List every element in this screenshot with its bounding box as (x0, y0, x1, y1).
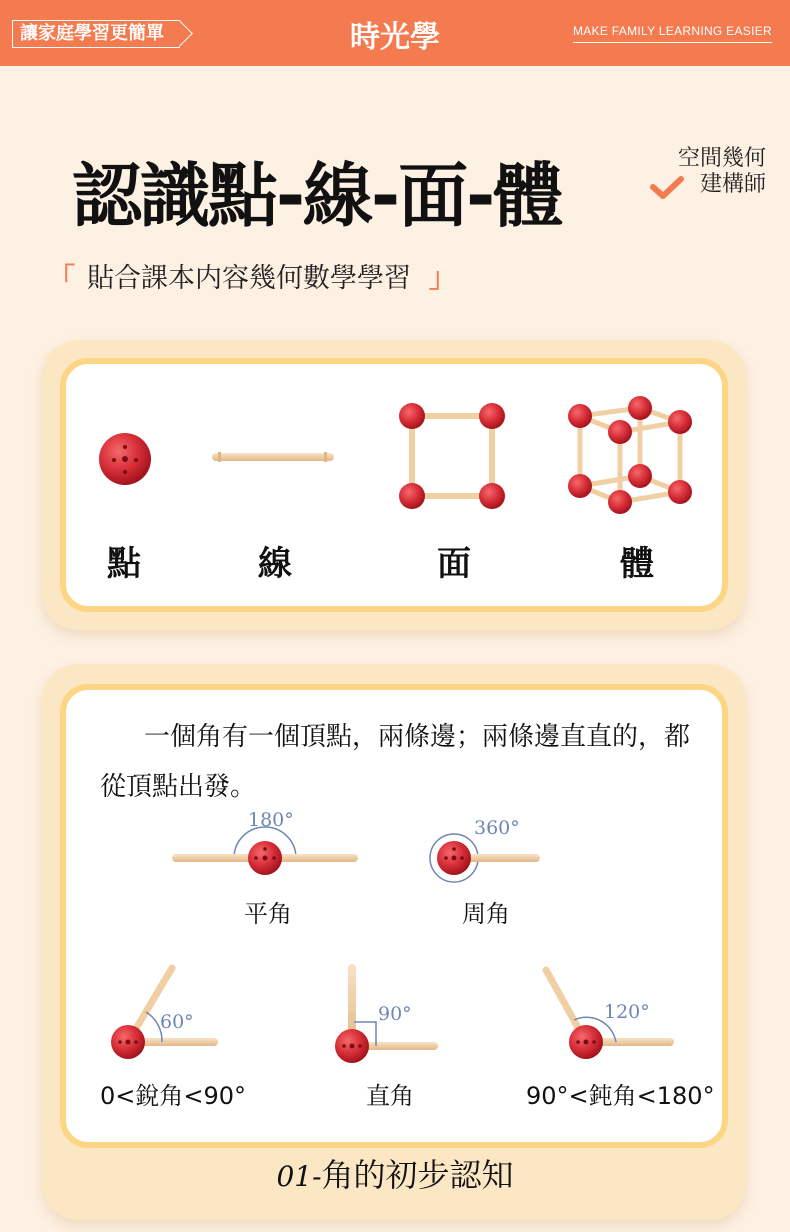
brand-name: 時光學 (350, 20, 440, 55)
label-point: 點 (107, 544, 141, 584)
angle-description (100, 712, 700, 812)
label-body: 體 (620, 544, 654, 584)
slogan-tag: 讓家庭學習更簡單 (12, 20, 180, 48)
right-degree: 90° (378, 1003, 412, 1025)
side-note-line2: 建構師 (699, 172, 766, 197)
section-caption (0, 1150, 790, 1196)
point-ball-image (98, 432, 152, 486)
obtuse-angle-label: 90°<鈍角<180° (526, 1082, 715, 1110)
check-icon (650, 176, 684, 200)
header-bar (0, 0, 790, 66)
description-line1: 一個角有一個頂點，兩條邊；兩條邊直直的，都 (144, 722, 691, 752)
full-degree: 360° (474, 817, 520, 839)
bracket-open: 「 (48, 263, 75, 294)
obtuse-degree: 120° (604, 1001, 650, 1023)
subtitle-text: 貼合課本内容幾何數學學習 (87, 263, 411, 294)
acute-angle-image (106, 962, 222, 1062)
side-note-line1: 空間幾何 (677, 146, 766, 171)
straight-degree: 180° (248, 809, 294, 831)
bracket-close: 」 (429, 263, 456, 294)
section-number: 01- (276, 1160, 322, 1193)
face-square-image (396, 400, 508, 512)
label-line: 線 (258, 544, 292, 584)
page-title: 認識點-線-面-體 (72, 155, 562, 237)
right-angle-image (334, 962, 444, 1066)
label-face: 面 (437, 544, 471, 584)
acute-degree: 60° (160, 1011, 194, 1033)
line-stick-image (212, 450, 334, 464)
obtuse-angle-image (538, 962, 688, 1062)
english-slogan: MAKE FAMILY LEARNING EASIER (573, 24, 772, 43)
acute-angle-label: 0<銳角<90° (100, 1082, 247, 1110)
section-title: 角的初步認知 (321, 1156, 514, 1194)
full-angle-label: 周角 (462, 900, 510, 928)
side-note (648, 146, 766, 198)
full-angle-image (428, 812, 548, 884)
straight-angle-label: 平角 (244, 900, 292, 928)
right-angle-label: 直角 (366, 1082, 414, 1110)
description-line2: 從頂點出發。 (100, 772, 257, 802)
subtitle (48, 256, 456, 295)
straight-angle-image (172, 800, 358, 880)
body-cube-image (564, 392, 696, 520)
